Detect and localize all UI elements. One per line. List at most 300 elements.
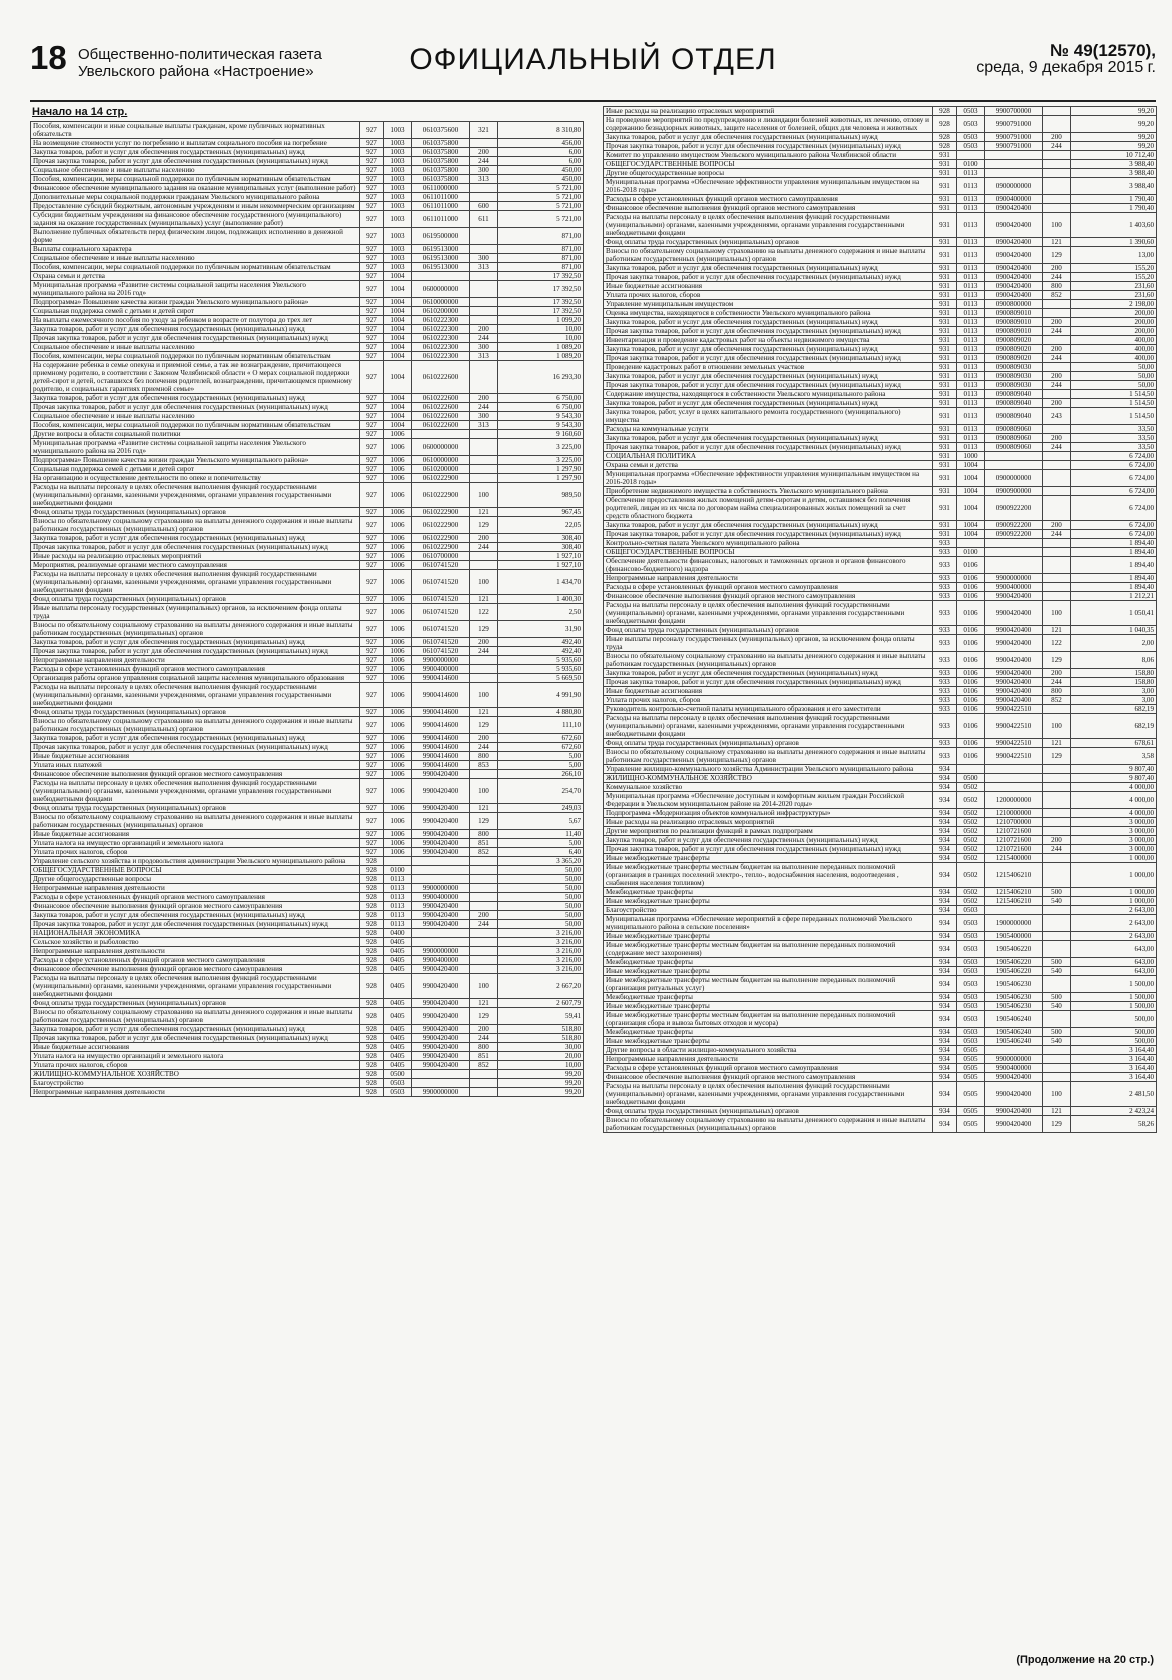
row-target-code: 9900791000 [985,133,1043,142]
row-section-code: 0113 [957,390,985,399]
row-name: Социальная поддержка семей с детьми и детей сирот [31,465,360,474]
table-row [604,300,1157,309]
row-admin-code: 933 [933,652,957,669]
row-target-code: 9900420400 [412,965,470,974]
row-expense-type [1043,425,1071,434]
row-section-code: 1003 [384,139,412,148]
row-amount: 1 500,00 [1071,976,1157,993]
row-amount: 3 225,00 [498,439,584,456]
row-target-code: 1215406210 [985,888,1043,897]
row-target-code [985,783,1043,792]
row-amount: 5,00 [498,752,584,761]
table-row [604,273,1157,282]
row-section-code: 0100 [384,866,412,875]
row-expense-type: 121 [470,595,498,604]
row-expense-type [1043,863,1071,888]
row-admin-code: 927 [360,561,384,570]
row-name: Закупка товаров, работ и услуг для обеспечения государственных (муниципальных) нужд [31,1025,360,1034]
row-amount: 1 500,00 [1071,993,1157,1002]
row-admin-code: 931 [933,291,957,300]
row-target-code: 9900420400 [412,1043,470,1052]
row-expense-type [470,884,498,893]
table-row [604,748,1157,765]
row-target-code: 9900420400 [412,1025,470,1034]
row-expense-type: 121 [470,508,498,517]
row-expense-type [470,193,498,202]
table-row [604,309,1157,318]
row-amount: 6 724,00 [1071,487,1157,496]
row-section-code: 0502 [957,845,985,854]
row-admin-code: 934 [933,845,957,854]
row-section-code: 0106 [957,626,985,635]
row-expense-type [1043,557,1071,574]
row-section-code: 0113 [957,291,985,300]
row-target-code: 9900000000 [985,574,1043,583]
row-section-code: 0502 [957,818,985,827]
row-amount: 1 000,00 [1071,888,1157,897]
row-amount: 1 927,10 [498,561,584,570]
row-amount: 3 216,00 [498,929,584,938]
row-amount: 871,00 [498,254,584,263]
row-section-code: 0113 [957,213,985,238]
row-name: Социальное обеспечение и иные выплаты населению [31,343,360,352]
row-section-code: 0113 [957,443,985,452]
row-section-code: 1006 [384,508,412,517]
table-row [604,967,1157,976]
row-section-code: 1004 [384,272,412,281]
row-admin-code: 934 [933,897,957,906]
row-amount: 1 403,60 [1071,213,1157,238]
row-name: Прочая закупка товаров, работ и услуг для обеспечения государственных (муниципальных) нужд [31,157,360,166]
table-row [604,583,1157,592]
row-expense-type: 200 [1043,372,1071,381]
row-section-code: 1006 [384,534,412,543]
row-target-code: 0610222600 [412,403,470,412]
row-target-code: 0611000000 [412,184,470,193]
row-expense-type: 800 [470,1043,498,1052]
row-admin-code: 928 [933,107,957,116]
row-name: На проведение мероприятий по предупреждению и ликвидации болезней животных, их лечению, отлову и содержанию безнадзорных животных, защите населения от болезней, общих для человека и животных [604,116,933,133]
row-section-code: 0503 [957,906,985,915]
row-name: Закупка товаров, работ и услуг для обеспечения государственных (муниципальных) нужд [604,399,933,408]
row-admin-code: 933 [933,574,957,583]
row-amount: 967,45 [498,508,584,517]
table-row [604,282,1157,291]
table-row [31,1070,584,1079]
row-expense-type [1043,774,1071,783]
row-name: Прочая закупка товаров, работ и услуг для обеспечения государственных (муниципальных) нужд [604,327,933,336]
row-target-code: 0610222300 [412,325,470,334]
row-amount: 231,60 [1071,282,1157,291]
row-section-code: 1006 [384,813,412,830]
row-target-code: 1215406210 [985,897,1043,906]
table-row [31,621,584,638]
row-name: На возмещение стоимости услуг по погребению и выплатам социального пособия на погребение [31,139,360,148]
row-name: Подпрограмма» Повышение качества жизни граждан Увельского муниципального района» [31,298,360,307]
row-name: Пособия, компенсации и иные социальные выплаты гражданам, кроме публичных нормативных обязательств [31,122,360,139]
row-amount: 155,20 [1071,273,1157,282]
row-target-code: 0610375800 [412,148,470,157]
table-row [31,893,584,902]
row-target-code: 9900420400 [985,669,1043,678]
row-expense-type [1043,309,1071,318]
row-expense-type: 244 [1043,845,1071,854]
table-row [604,1116,1157,1133]
row-name: Руководитель контрольно-счетной палаты муниципального образования и его заместители [604,705,933,714]
row-name: Дополнительные меры социальной поддержки гражданам Увельского муниципального района [31,193,360,202]
row-section-code: 1004 [384,403,412,412]
row-expense-type [470,947,498,956]
row-name: Иные расходы на реализацию отраслевых мероприятий [604,818,933,827]
row-name: Финансовое обеспечение выполнения функций органов местного самоуправления [31,965,360,974]
row-name: Пособия, компенсации, меры социальной поддержки по публичным нормативным обязательствам [31,421,360,430]
row-target-code [985,151,1043,160]
row-target-code: 0610741520 [412,561,470,570]
row-section-code: 0106 [957,739,985,748]
row-amount: 3 000,00 [1071,845,1157,854]
row-admin-code: 933 [933,635,957,652]
row-admin-code: 934 [933,976,957,993]
row-target-code: 1210721600 [985,836,1043,845]
row-amount: 1 400,30 [498,595,584,604]
row-target-code: 9900420400 [412,830,470,839]
row-expense-type: 122 [1043,635,1071,652]
row-amount: 155,20 [1071,264,1157,273]
row-amount: 200,00 [1071,309,1157,318]
row-expense-type [1043,854,1071,863]
row-target-code: 9900400000 [985,583,1043,592]
row-admin-code: 928 [360,1070,384,1079]
row-expense-type [470,456,498,465]
row-section-code: 1004 [957,487,985,496]
row-name: Закупка товаров, работ и услуг для обеспечения государственных (муниципальных) нужд [31,148,360,157]
row-admin-code: 927 [360,228,384,245]
table-row [604,1073,1157,1082]
row-admin-code: 931 [933,408,957,425]
row-admin-code: 934 [933,827,957,836]
table-row [31,307,584,316]
table-row [31,974,584,999]
row-expense-type [470,272,498,281]
row-target-code: 9900000000 [412,656,470,665]
row-amount: 672,60 [498,743,584,752]
row-section-code: 0113 [957,300,985,309]
table-row [31,830,584,839]
row-admin-code: 934 [933,783,957,792]
row-section-code: 0502 [957,827,985,836]
row-admin-code: 927 [360,665,384,674]
row-amount: 5 721,00 [498,211,584,228]
table-row [31,857,584,866]
row-expense-type: 200 [1043,836,1071,845]
row-admin-code: 934 [933,1055,957,1064]
row-expense-type: 244 [470,334,498,343]
row-target-code: 9900420400 [985,696,1043,705]
row-amount: 50,00 [498,902,584,911]
row-name: Подпрограмма «Модернизация объектов коммунальной инфраструктуры» [604,809,933,818]
row-amount: 5 721,00 [498,193,584,202]
row-name: Закупка товаров, работ, услуг в целях капитального ремонта государственного (муниципального) имущества [604,408,933,425]
row-target-code: 0619500000 [412,228,470,245]
row-admin-code: 933 [933,696,957,705]
row-admin-code: 934 [933,774,957,783]
row-name: Взносы по обязательному социальному страхованию на выплаты денежного содержания и иные выплаты работникам государственных (муниципальных) органов [604,748,933,765]
row-section-code: 0106 [957,714,985,739]
row-expense-type: 300 [470,254,498,263]
row-name: Расходы на выплаты персоналу в целях обеспечения выполнения функций государственными (муниципальными) органами, казенными учреждениями, органами управления государственными внебюджетными фондами [604,601,933,626]
row-target-code: 9900422510 [985,705,1043,714]
row-target-code: 9900420400 [412,1052,470,1061]
row-expense-type: 300 [470,166,498,175]
table-row [31,884,584,893]
row-expense-type: 200 [1043,345,1071,354]
row-admin-code: 927 [360,543,384,552]
table-row [604,705,1157,714]
row-admin-code: 934 [933,1064,957,1073]
row-section-code: 1004 [384,316,412,325]
row-amount: 3,00 [1071,687,1157,696]
row-section-code: 1006 [384,647,412,656]
row-admin-code: 928 [360,902,384,911]
table-row [604,1064,1157,1073]
row-name: ОБЩЕГОСУДАРСТВЕННЫЕ ВОПРОСЫ [31,866,360,875]
row-name: Благоустройство [604,906,933,915]
table-row [604,696,1157,705]
row-admin-code: 934 [933,863,957,888]
row-admin-code: 933 [933,548,957,557]
row-target-code: 9900420400 [985,687,1043,696]
row-amount: 17 392,50 [498,272,584,281]
row-name: НАЦИОНАЛЬНАЯ ЭКОНОМИКА [31,929,360,938]
row-section-code: 0503 [957,1028,985,1037]
row-expense-type: 852 [470,848,498,857]
row-admin-code: 927 [360,839,384,848]
row-target-code: 1210000000 [985,809,1043,818]
row-name: Уплата налога на имущество организаций и земельного налога [31,1052,360,1061]
row-target-code: 0610000000 [412,456,470,465]
row-amount: 3,58 [1071,748,1157,765]
row-section-code: 0113 [957,434,985,443]
row-section-code: 0503 [957,1037,985,1046]
row-section-code: 0502 [957,792,985,809]
row-admin-code: 928 [360,920,384,929]
row-expense-type: 244 [470,403,498,412]
table-row [31,352,584,361]
table-row [31,166,584,175]
row-name: Обеспечение предоставления жилых помещений детям-сиротам и детям, оставшимся без попечения родителей, лицам из их числа по договорам найма специализированных жилых помещений за счет средств областного бюджета [604,496,933,521]
row-name: Финансовое обеспечение выполнения функций органов местного самоуправления [31,770,360,779]
row-amount: 1 212,21 [1071,592,1157,601]
row-admin-code: 931 [933,496,957,521]
row-expense-type: 500 [1043,1028,1071,1037]
row-expense-type [1043,809,1071,818]
table-row [31,439,584,456]
table-row [604,530,1157,539]
row-target-code: 9900420400 [985,626,1043,635]
row-target-code [985,906,1043,915]
row-amount: 22,05 [498,517,584,534]
row-admin-code: 931 [933,452,957,461]
table-row [31,1079,584,1088]
row-admin-code: 927 [360,604,384,621]
row-target-code: 9900422510 [985,748,1043,765]
row-name: Уплата прочих налогов, сборов [604,291,933,300]
row-amount: 99,20 [1071,133,1157,142]
row-amount: 8,06 [1071,652,1157,669]
row-expense-type [470,929,498,938]
row-target-code: 9900420400 [985,678,1043,687]
row-section-code: 0106 [957,669,985,678]
row-name: Содержание имущества, находящегося в собственности Увельского муниципального района [604,390,933,399]
row-expense-type: 540 [1043,967,1071,976]
row-amount: 1 000,00 [1071,863,1157,888]
row-name: Расходы на выплаты персоналу в целях обеспечения выполнения функций государственными (муниципальными) органами, казенными учреждениями, органами управления государственными внебюджетными фондами [31,779,360,804]
table-row [604,487,1157,496]
table-row [31,316,584,325]
row-name: Другие общегосударственные вопросы [31,875,360,884]
table-row [604,836,1157,845]
row-amount: 30,00 [498,1043,584,1052]
table-row [604,133,1157,142]
row-expense-type: 500 [1043,993,1071,1002]
row-section-code: 0502 [957,783,985,792]
row-expense-type [470,307,498,316]
row-target-code: 9900000000 [412,947,470,956]
row-name: Выплаты социального характера [31,245,360,254]
row-amount: 643,00 [1071,941,1157,958]
row-amount: 1 390,60 [1071,238,1157,247]
row-expense-type: 129 [1043,748,1071,765]
row-amount: 17 392,50 [498,307,584,316]
row-section-code: 0503 [957,142,985,151]
row-expense-type: 244 [1043,142,1071,151]
table-row [604,195,1157,204]
table-row [31,193,584,202]
row-amount: 20,00 [498,1052,584,1061]
row-admin-code: 934 [933,809,957,818]
row-admin-code: 933 [933,626,957,635]
row-admin-code: 927 [360,157,384,166]
table-row [604,714,1157,739]
row-admin-code: 931 [933,318,957,327]
row-target-code: 0600000000 [412,281,470,298]
row-name: Управление муниципальным имуществом [604,300,933,309]
row-expense-type: 200 [470,911,498,920]
row-target-code: 9900420400 [412,974,470,999]
row-target-code: 9900422510 [985,714,1043,739]
table-row [31,139,584,148]
table-row [31,708,584,717]
row-amount: 10 712,40 [1071,151,1157,160]
table-row [604,557,1157,574]
row-admin-code: 927 [360,211,384,228]
table-row [604,976,1157,993]
row-section-code: 1004 [384,361,412,394]
row-section-code [384,857,412,866]
row-amount: 99,20 [498,1088,584,1097]
table-row [604,345,1157,354]
row-target-code: 9900420400 [985,1107,1043,1116]
row-section-code: 0502 [957,863,985,888]
table-row [31,1034,584,1043]
row-expense-type: 100 [1043,1082,1071,1107]
row-target-code [412,866,470,875]
row-target-code: 0900420400 [985,247,1043,264]
row-expense-type [470,281,498,298]
row-admin-code: 928 [360,1052,384,1061]
row-target-code: 9900414600 [412,734,470,743]
row-admin-code: 927 [360,352,384,361]
row-admin-code: 931 [933,178,957,195]
row-admin-code: 927 [360,166,384,175]
row-admin-code: 927 [360,708,384,717]
row-admin-code: 927 [360,683,384,708]
row-expense-type [1043,169,1071,178]
row-name: Расходы в сфере установленных функций органов местного самоуправления [31,665,360,674]
row-name: Закупка товаров, работ и услуг для обеспечения государственных (муниципальных) нужд [31,911,360,920]
row-amount: 33,50 [1071,443,1157,452]
row-section-code: 0405 [384,1052,412,1061]
row-target-code [985,557,1043,574]
row-expense-type: 129 [1043,652,1071,669]
row-admin-code: 927 [360,770,384,779]
row-name: Прочая закупка товаров, работ и услуг для обеспечения государственных (муниципальных) нужд [604,142,933,151]
row-amount: 5,67 [498,813,584,830]
table-row [604,941,1157,958]
row-admin-code: 927 [360,272,384,281]
row-name: Фонд оплаты труда государственных (муниципальных) органов [31,595,360,604]
row-admin-code: 933 [933,748,957,765]
row-name: Прочая закупка товаров, работ и услуг для обеспечения государственных (муниципальных) нужд [31,743,360,752]
row-name: Закупка товаров, работ и услуг для обеспечения государственных (муниципальных) нужд [604,133,933,142]
row-name: Другие мероприятия по реализации функций в рамках подпрограмм [604,827,933,836]
table-row [31,456,584,465]
row-section-code: 0106 [957,696,985,705]
row-section-code: 0106 [957,652,985,669]
table-row [604,669,1157,678]
row-amount: 1 089,20 [498,352,584,361]
row-amount: 5 935,60 [498,665,584,674]
row-expense-type: 121 [470,708,498,717]
table-row [604,142,1157,151]
row-expense-type: 313 [470,175,498,184]
row-target-code: 0610741520 [412,638,470,647]
row-target-code: 9900420400 [985,1116,1043,1133]
row-expense-type: 800 [470,830,498,839]
row-admin-code: 933 [933,539,957,548]
row-expense-type [1043,1011,1071,1028]
table-row [31,638,584,647]
row-section-code: 1003 [384,193,412,202]
row-admin-code: 931 [933,381,957,390]
row-target-code [412,875,470,884]
row-section-code: 1006 [384,752,412,761]
row-name: Пособия, компенсации, меры социальной поддержки по публичным нормативным обязательствам [31,263,360,272]
row-section-code: 0405 [384,965,412,974]
row-target-code: 0619513000 [412,263,470,272]
table-row [31,561,584,570]
row-name: Оценка имущества, находящегося в собственности Увельского муниципального района [604,309,933,318]
row-expense-type: 200 [1043,399,1071,408]
row-admin-code: 934 [933,1073,957,1082]
table-row [604,327,1157,336]
row-expense-type [1043,932,1071,941]
row-name: Расходы на выплаты персоналу в целях обеспечения выполнения функций государственными (муниципальными) органами, казенными учреждениями, органами управления государственными внебюджетными фондами [604,213,933,238]
row-admin-code: 931 [933,443,957,452]
row-section-code: 0503 [957,1011,985,1028]
row-admin-code: 928 [360,1008,384,1025]
row-section-code: 1004 [384,394,412,403]
